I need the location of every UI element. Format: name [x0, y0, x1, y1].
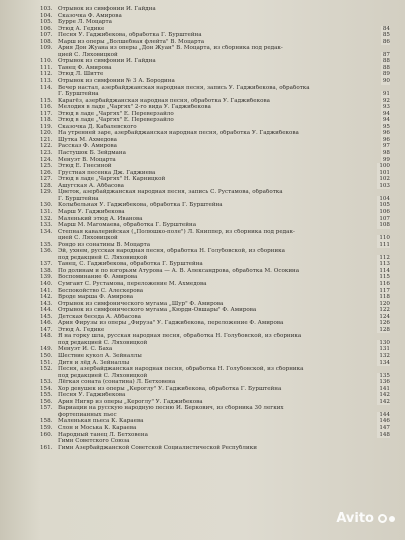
entry-title: Сумгаит С. Рустамова, переложение М. Ахмедова [58, 280, 207, 287]
entry-page-number: 104 [379, 195, 390, 202]
entry-page-number: 102 [379, 176, 390, 183]
entry-title: Рондо из сонатины В. Моцарта [58, 241, 151, 248]
entry-title: Вариации на русскую народную песню И. Беркович, из сборника 30 легких [58, 405, 284, 412]
entry-page-number: 94 [382, 117, 390, 124]
entry-page-number: 122 [379, 307, 390, 314]
toc-entry [40, 445, 390, 452]
entry-title: Рассказ Ф. Амирова [58, 143, 117, 150]
entry-title: Отрывок из симфонического мугама „Шур" Ф. Амирова [58, 300, 224, 307]
entry-number: 152. [40, 366, 53, 373]
entry-title: Г. Бурштейна [58, 195, 99, 202]
entry-title: Ария Дон Жуана из оперы „Дон Жуан" В. Моцарта, из сборника под редак- [58, 45, 283, 52]
entry-page-number: 142 [379, 398, 390, 405]
entry-number: 108. [40, 38, 53, 45]
entry-number: 120. [40, 130, 53, 137]
entry-title: Народный танец Л. Бетховена [58, 431, 148, 438]
entry-number: 114. [40, 84, 53, 91]
entry-page-number: 95 [382, 123, 390, 130]
entry-number: 106. [40, 25, 53, 32]
entry-title: Ария Фирузы из оперы „Фируза" У. Гаджибекова, переложение Ф. Амирова [58, 320, 284, 327]
entry-title: Этюд в ладе „Чаргях" Е. Переверзайло [58, 117, 174, 124]
entry-number: 141. [40, 287, 53, 294]
entry-number: 138. [40, 267, 53, 274]
entry-page-number: 103 [379, 182, 390, 189]
entry-number: 148. [40, 333, 53, 340]
entry-title: Гимн Азербайджанской Советской Социалистической Республики [58, 444, 257, 451]
entry-number: 159. [40, 425, 53, 431]
entry-number: 134. [40, 228, 53, 235]
entry-title: Этюд в ладе „Чаргях" Е. Переверзайло [58, 110, 174, 117]
entry-number: 158. [40, 418, 53, 425]
entry-number: 124. [40, 156, 53, 163]
entry-page-number: 132 [379, 352, 390, 359]
entry-number: 153. [40, 379, 53, 386]
entry-number: 146. [40, 320, 53, 327]
entry-number: 107. [40, 32, 53, 39]
entry-title: Менуэт И. С. Баха [58, 346, 113, 353]
entry-title: Эй, ухнем, русская народная песня, обработка Н. Голубовской, из сборника [58, 248, 285, 255]
entry-page-number: 100 [379, 163, 390, 170]
entry-number: 109. [40, 45, 53, 52]
entry-number: 135. [40, 241, 53, 248]
entry-page-number: 124 [379, 313, 390, 320]
entry-title: Сказочка Ф. Амирова [58, 12, 122, 19]
entry-page-number: 110 [379, 235, 390, 242]
entry-page-number: 112 [379, 254, 390, 261]
entry-number: 142. [40, 294, 53, 301]
entry-title: Дитя и лёд А. Зейналлы [58, 359, 130, 366]
entry-page-number: 86 [382, 38, 390, 45]
entry-page-number: 148 [379, 431, 390, 438]
entry-page-number: 87 [382, 51, 390, 58]
entry-title: Песня У. Гаджибекова, обработка Г. Бурштейна [58, 32, 202, 39]
avito-dots-icon [378, 514, 395, 523]
entry-number: 154. [40, 385, 53, 392]
entry-page-number: 118 [379, 294, 390, 301]
entry-number: 127. [40, 176, 53, 183]
avito-watermark [336, 511, 395, 526]
entry-page-number: 101 [379, 169, 390, 176]
entry-page-number: 99 [382, 156, 390, 163]
entry-page-number: 93 [382, 104, 390, 111]
entry-title: Песня У. Гаджибекова [58, 392, 126, 399]
entry-title: Гимн Советского Союза [58, 438, 130, 445]
entry-title: Сказочка Д. Кабалевского [58, 123, 137, 130]
entry-title: Колыбельная У. Гаджибекова, обработка Г. Бурштейна [58, 202, 223, 209]
entry-title: Степная кавалерийская („Полюшко-поле") Л. Книппер, из сборника под редак- [58, 228, 295, 235]
entry-title: Этюд А. Гедике [58, 25, 105, 32]
entry-title: Этюд Л. Шитте [58, 71, 104, 78]
entry-title: Шествие кукол А. Зейналлы [58, 352, 142, 359]
entry-number: 126. [40, 169, 53, 176]
entry-title: Воспоминание Ф. Амирова [58, 274, 138, 281]
entry-number: 144. [40, 307, 53, 314]
entry-title: Детская беседа А. Аббасова [58, 313, 141, 320]
entry-page-number: 114 [379, 267, 390, 274]
entry-title: Г. Бурштейна [58, 91, 99, 98]
entry-page-number: 84 [382, 25, 390, 32]
entry-number: 130. [40, 202, 53, 209]
table-of-contents [40, 6, 390, 451]
entry-title: Этюд Е. Гнесиной [58, 163, 112, 170]
entry-number: 151. [40, 359, 53, 366]
entry-page-number: 89 [382, 71, 390, 78]
entry-page-number: 116 [379, 280, 390, 287]
entry-page-number: 134 [379, 359, 390, 366]
entry-number: 113. [40, 78, 53, 85]
entry-title: Лёгкая соната (сонатина) Л. Бетховена [58, 379, 176, 386]
entry-title: под редакцией С. Ляховицкой [58, 372, 148, 379]
entry-number: 131. [40, 208, 53, 215]
entry-number: 105. [40, 19, 53, 26]
entry-title: Маленький этюд А. Иванова [58, 215, 143, 222]
entry-page-number: 147 [379, 425, 390, 431]
entry-page-number: 146 [379, 418, 390, 425]
entry-title: Отрывок из симфонического мугама „Кюрди-Овшары" Ф. Амирова [58, 307, 257, 314]
entry-page-number: 96 [382, 136, 390, 143]
entry-page-number: 131 [379, 346, 390, 353]
entry-page-number: 96 [382, 130, 390, 137]
watermark-text: Avito [336, 511, 374, 526]
entry-title: Отрывок из симфонии И. Гайдна [58, 58, 156, 65]
entry-page-number: 108 [379, 222, 390, 229]
entry-page-number: 115 [379, 274, 390, 281]
entry-number: 111. [40, 64, 53, 71]
entry-number: 119. [40, 123, 53, 130]
entry-title: Цветок, азербайджанская народная песня, запись С. Рустамова, обработка [58, 189, 283, 196]
entry-title: Отрывок из симфонии № 3 А. Бородина [58, 78, 175, 85]
entry-number: 147. [40, 326, 53, 333]
entry-page-number: 91 [382, 91, 390, 98]
entry-number: 121. [40, 136, 53, 143]
entry-number: 110. [40, 58, 53, 65]
entry-number: 116. [40, 104, 53, 111]
entry-page-number: 142 [379, 392, 390, 399]
entry-page-number: 130 [379, 339, 390, 346]
entry-number: 112. [40, 71, 53, 78]
entry-page-number: 88 [382, 58, 390, 65]
entry-title: Вроде марша Ф. Амирова [58, 294, 134, 301]
entry-number: 129. [40, 189, 53, 196]
entry-number: 136. [40, 248, 53, 255]
entry-number: 132. [40, 215, 53, 222]
entry-title: Ария Нигяр из оперы „Кероглу" У. Гаджибекова [58, 398, 203, 405]
entry-number: 161. [40, 444, 53, 451]
entry-number: 150. [40, 352, 53, 359]
entry-number: 118. [40, 117, 53, 124]
entry-title: Бурре Л. Моцарта [58, 19, 112, 26]
entry-number: 139. [40, 274, 53, 281]
entry-title: Слон и Моська К. Караева [58, 425, 137, 431]
entry-page-number: 105 [379, 202, 390, 209]
entry-title: Этюд в ладе „Чаргях" Н. Карницкой [58, 176, 166, 183]
entry-title: фортепианных пьес [58, 411, 117, 418]
entry-title: Отрывок из симфонии И. Гайдна [58, 6, 156, 12]
entry-title: Я на горку шла, русская народная песня, обработка Н. Голубовской, из сборника [58, 333, 302, 340]
entry-title: Марш из оперы „Волшебная флейта" В. Моцарта [58, 38, 205, 45]
entry-title: На утренней заре, азербайджанская народная песня, обработка У. Гаджибекова [58, 130, 299, 137]
entry-page-number: 128 [379, 326, 390, 333]
entry-number: 157. [40, 405, 53, 412]
entry-title: Марш М. Магомаева, обработка Г. Бурштейна [58, 222, 197, 229]
entry-number: 133. [40, 222, 53, 229]
entry-title: Менуэт В. Моцарта [58, 156, 116, 163]
entry-title: Хор девушек из оперы „Кероглу" У. Гаджибекова, обработка Г. Бурштейна [58, 385, 282, 392]
entry-title: Карагёз, азербайджанская народная песня, обработка У. Гаджибекова [58, 97, 270, 104]
entry-number: 149. [40, 346, 53, 353]
entry-page-number: 111 [379, 241, 390, 248]
entry-title: Марш У. Гаджибекова [58, 208, 125, 215]
entry-number: 145. [40, 313, 53, 320]
entry-number: 137. [40, 261, 53, 268]
entry-page-number: 144 [379, 411, 390, 418]
entry-number: 140. [40, 280, 53, 287]
entry-title: По долинам и по взгорьям Атурова — А. В. Александрова, обработка М. Осокина [58, 267, 300, 274]
entry-title: Ашугская А. Аббасова [58, 182, 125, 189]
entry-title: Этюд А. Гедике [58, 326, 105, 333]
entry-title: Песня, азербайджанская народная песня, обработка Н. Голубовской, из сборника [58, 366, 304, 373]
entry-page-number: 90 [382, 78, 390, 85]
entry-number: 103. [40, 6, 53, 12]
entry-title: Маленькая пьеса К. Караева [58, 418, 144, 425]
entry-number: 117. [40, 110, 53, 117]
entry-page-number: 126 [379, 320, 390, 327]
entry-page-number: 113 [379, 261, 390, 268]
entry-number: 115. [40, 97, 53, 104]
entry-title: Грустная песенка Дж. Гаджиева [58, 169, 156, 176]
entry-title: под редакцией С. Ляховицкой [58, 254, 148, 261]
entry-page-number: 107 [379, 215, 390, 222]
entry-page-number: 106 [379, 208, 390, 215]
entry-page-number: 92 [382, 97, 390, 104]
entry-title: Танец Ф. Амирова [58, 64, 112, 71]
entry-title: Шутка М. Ахмедова [58, 136, 118, 143]
entry-page-number: 88 [382, 64, 390, 71]
entry-title: Мелодия в ладе „Чаргях" 2-го вида У. Гаджибекова [58, 104, 211, 111]
entry-number: 125. [40, 163, 53, 170]
entry-page-number: 117 [379, 287, 390, 294]
entry-page-number: 97 [382, 143, 390, 150]
entry-page-number: 85 [382, 32, 390, 39]
entry-number: 104. [40, 12, 53, 19]
entry-page-number: 141 [379, 385, 390, 392]
entry-page-number: 135 [379, 372, 390, 379]
entry-number: 155. [40, 392, 53, 399]
entry-page-number: 98 [382, 150, 390, 157]
entry-title: цией С. Ляховицкой [58, 51, 118, 58]
entry-title: цией С. Ляховицкой [58, 235, 118, 242]
entry-page-number: 120 [379, 300, 390, 307]
entry-title: Вечер настал, азербайджанская народная песня, запись У. Гаджибекова, обработка [58, 84, 310, 91]
entry-title: Беспокойство С. Алескерова [58, 287, 144, 294]
entry-title: Пастушок Б. Зейдмана [58, 150, 126, 157]
entry-number: 143. [40, 300, 53, 307]
entry-number: 122. [40, 143, 53, 150]
entry-title: Танец, С. Гаджибекова, обработка Г. Бурштейна [58, 261, 203, 268]
entry-title: под редакцией С. Ляховицкой [58, 339, 148, 346]
entry-number: 160. [40, 431, 53, 438]
entry-number: 128. [40, 182, 53, 189]
entry-page-number: 94 [382, 110, 390, 117]
entry-number: 156. [40, 398, 53, 405]
entry-page-number: 136 [379, 379, 390, 386]
entry-number: 123. [40, 150, 53, 157]
